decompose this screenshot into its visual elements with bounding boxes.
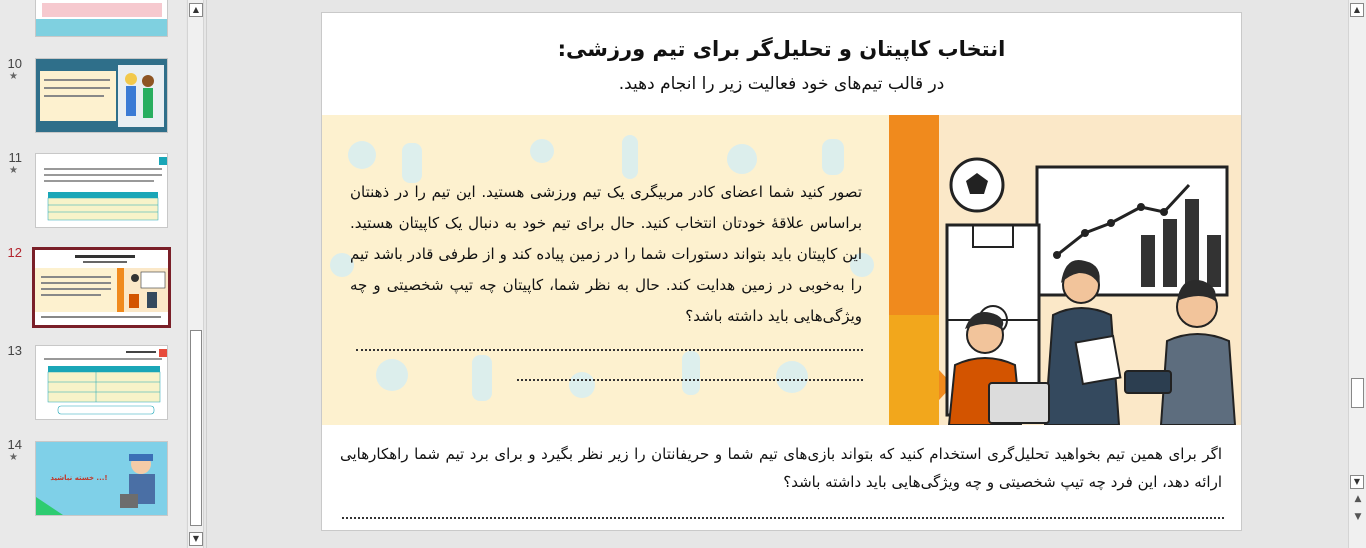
previous-slide-icon[interactable]: ▲ (1354, 494, 1362, 504)
slide-thumbnail-13[interactable] (35, 345, 168, 420)
slide-number: 11 (8, 150, 22, 165)
star-icon: ★ (9, 452, 18, 463)
scrollbar-thumb[interactable] (190, 330, 202, 526)
illustration-art (889, 115, 1242, 425)
scroll-down-button[interactable]: ▼ (1350, 475, 1364, 489)
slide-thumbnail-10[interactable] (35, 58, 168, 133)
answer-line[interactable] (342, 517, 1224, 519)
scroll-up-button[interactable]: ▲ (1350, 3, 1364, 17)
scroll-up-button[interactable]: ▲ (189, 3, 203, 17)
slide-thumbnail-9[interactable] (35, 0, 168, 37)
slide-thumbnail-14-preview (36, 442, 168, 516)
slide-thumbnail-14[interactable] (35, 441, 168, 516)
slide-subtitle[interactable]: در قالب تیم‌های خود فعالیت زیر را انجام دهید. (618, 74, 945, 94)
slide-editing-area (206, 0, 1346, 548)
slide-thumbnail-pane (0, 0, 186, 548)
next-slide-icon[interactable]: ▼ (1354, 512, 1362, 522)
answer-line[interactable] (517, 379, 863, 381)
star-icon: ★ (9, 71, 18, 82)
current-slide[interactable] (321, 12, 1242, 531)
scroll-down-button[interactable]: ▼ (189, 532, 203, 546)
slide-number: 13 (7, 343, 22, 358)
slide-number: 14 (7, 437, 22, 452)
slide-thumbnail-12-preview (35, 250, 168, 325)
slide-thumbnail-11[interactable] (35, 153, 168, 228)
slide-title[interactable]: انتخاب کاپیتان و تحلیل‌گر برای تیم ورزشی: (557, 37, 1006, 61)
question-panel (322, 115, 889, 425)
slide-number: 10 (7, 56, 22, 71)
analyst-question-paragraph[interactable]: اگر برای همین تیم بخواهید تحلیل‌گری استخدام کنید که بتواند بازی‌های تیم شما و حریفانتان را زیر نظر بگیرد و برای برد تیم شما راهکارهایی ارائه دهد، این فرد چه تیپ شخصیتی و چه ویژگی‌هایی باید داشته باشد؟ (340, 445, 1222, 491)
slide-thumbnail-11-preview (36, 154, 168, 228)
question-paragraph[interactable]: تصور کنید شما اعضای کادر مربیگری یک تیم ورزشی هستید. این تیم را در ذهنتان براساس علاقهٔ خودتان انتخاب کنید. حال برای تیم خود به دنبال یک کاپیتان هستید. این کاپیتان باید بتواند دستورات شما را در زمین پیاده کند و از طرفی قادر باشد تیم را به‌خوبی در زمین هدایت کند. حال به نظر شما، کاپیتان چه تیپ شخصیتی و چه ویژگی‌هایی باید داشته باشد؟ (350, 183, 862, 325)
scrollbar-thumb[interactable] (1351, 378, 1364, 408)
slide-thumbnail-9-preview (36, 0, 168, 37)
main-scrollbar[interactable] (1348, 0, 1366, 548)
thumbnail-14-caption: خسته نباشید ...! (50, 474, 108, 482)
team-analysis-illustration (889, 115, 1242, 425)
answer-line[interactable] (356, 349, 863, 351)
slide-thumbnail-10-preview (36, 59, 168, 133)
slide-thumbnail-12[interactable] (32, 247, 171, 328)
star-icon: ★ (9, 165, 18, 176)
thumbnail-scrollbar[interactable] (187, 0, 204, 548)
slide-number: 12 (7, 245, 22, 260)
slide-thumbnail-13-preview (36, 346, 168, 420)
